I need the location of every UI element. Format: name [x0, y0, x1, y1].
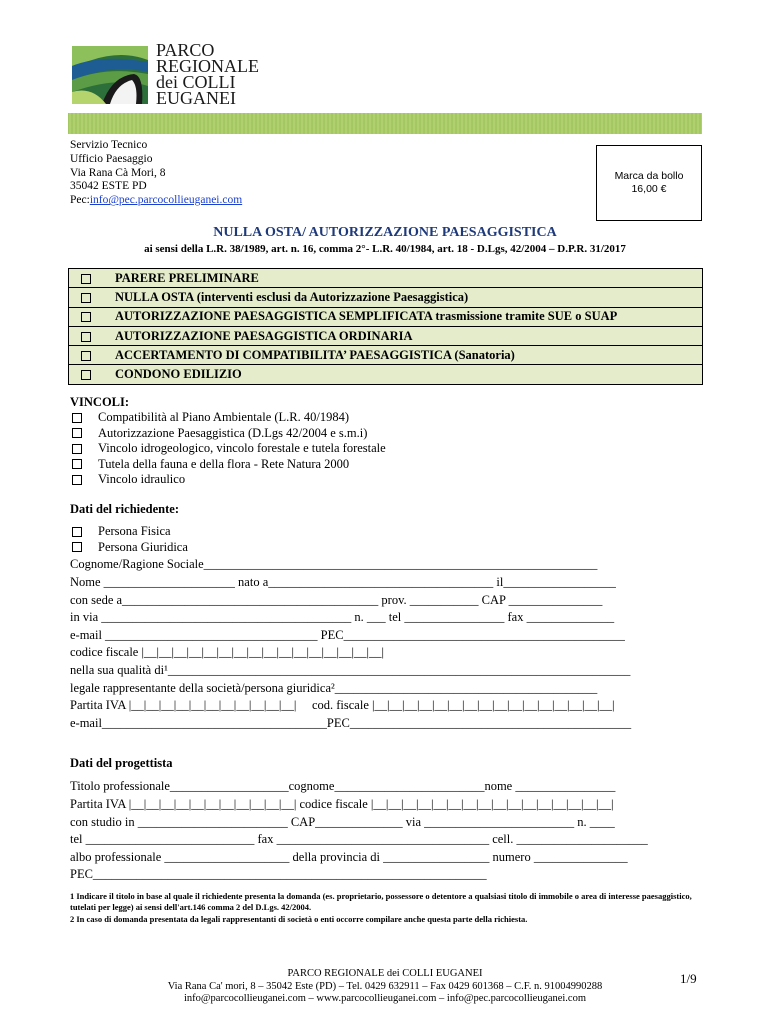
checkbox[interactable] — [72, 459, 82, 469]
checkbox[interactable] — [81, 312, 91, 322]
person-type-options — [70, 524, 188, 555]
checkbox[interactable] — [81, 332, 91, 342]
vincolo-item[interactable] — [70, 410, 386, 426]
footnotes — [70, 891, 700, 925]
stamp-label: Marca da bollo — [614, 170, 684, 182]
request-type-row[interactable] — [69, 269, 702, 288]
logo-line: REGIONALE — [156, 56, 259, 76]
request-type-table — [68, 268, 703, 385]
vincolo-item[interactable] — [70, 472, 386, 488]
checkbox[interactable] — [72, 542, 82, 552]
vincolo-label: Tutela della fauna e della flora - Rete Natura 2000 — [98, 456, 350, 471]
field-line[interactable]: nella sua qualità di¹__________________________________________________________________________ — [70, 663, 631, 677]
office-address — [70, 139, 242, 208]
request-type-label: AUTORIZZAZIONE PAESAGGISTICA ORDINARIA — [115, 328, 413, 343]
request-type-row[interactable] — [69, 288, 702, 307]
field-line[interactable]: Partita IVA |__|__|__|__|__|__|__|__|__|__|__| cod. fiscale |__|__|__|__|__|__|__|__|__|__|__|__|__|__|__|__| — [70, 698, 615, 712]
pec-line — [70, 194, 242, 208]
address-line: Servizio Tecnico — [70, 139, 148, 151]
footnote: 1 Indicare il titolo in base al quale il richiedente presenta la domanda (es. proprietario, possessore o detentore a qualsiasi titolo di immobile o area di interesse paesaggistico, tutelati per legge) ai sensi dell'art.146 comma 2 del D.Lgs. 42/2004. — [70, 891, 692, 912]
logo-line: EUGANEI — [156, 88, 236, 108]
footer-line: PARCO REGIONALE dei COLLI EUGANEI — [287, 968, 483, 979]
checkbox[interactable] — [72, 413, 82, 423]
richiedente-heading — [70, 501, 179, 517]
field-line[interactable]: Titolo professionale___________________cognome________________________nome ________________ — [70, 779, 616, 793]
field-line[interactable]: con studio in ________________________ CAP______________ via ________________________ n. ____ — [70, 815, 615, 829]
progettista-heading: Dati del progettista — [70, 756, 173, 770]
field-line[interactable]: legale rappresentante della società/persona giuridica²__________________________________________ — [70, 681, 598, 695]
field-line[interactable]: e-mail __________________________________ PEC_____________________________________________ — [70, 628, 625, 642]
park-logo-icon — [72, 46, 148, 104]
checkbox[interactable] — [81, 293, 91, 303]
request-type-label: AUTORIZZAZIONE PAESAGGISTICA SEMPLIFICATA trasmissione tramite SUE o SUAP — [115, 309, 618, 324]
section-heading: Dati del richiedente: — [70, 502, 180, 516]
footer-line: info@parcocollieuganei.com – www.parcocollieuganei.com – info@pec.parcocollieuganei.com — [183, 993, 587, 1004]
vincoli-section — [70, 394, 386, 488]
field-line[interactable]: Cognome/Ragione Sociale_______________________________________________________________ — [70, 557, 598, 571]
field-line[interactable]: Nome _____________________ nato a____________________________________ il__________________ — [70, 575, 616, 589]
person-type-label: Persona Giuridica — [98, 539, 188, 554]
form-subtitle: ai sensi della L.R. 38/1989, art. n. 16, comma 2°- L.R. 40/1984, art. 18 - D.Lgs, 42/2004 – D.P.R. 31/2017 — [144, 243, 626, 255]
vincolo-item[interactable] — [70, 457, 386, 473]
field-line[interactable]: in via ________________________________________ n. ___ tel ________________ fax ______________ — [70, 610, 615, 624]
field-line[interactable]: PEC_______________________________________________________________ — [70, 867, 487, 881]
vincoli-heading: VINCOLI: — [70, 395, 130, 409]
vincolo-item[interactable] — [70, 426, 386, 442]
checkbox[interactable] — [81, 370, 91, 380]
field-line[interactable]: e-mail____________________________________PEC_____________________________________________ — [70, 716, 632, 730]
pec-label: Pec: — [70, 194, 90, 207]
logo-line: dei COLLI — [156, 72, 236, 92]
checkbox[interactable] — [72, 428, 82, 438]
checkbox[interactable] — [72, 444, 82, 454]
stamp-amount: 16,00 € — [631, 183, 667, 195]
field-line[interactable]: albo professionale ____________________ della provincia di _________________ numero _______________ — [70, 850, 628, 864]
request-type-label: ACCERTAMENTO DI COMPATIBILITA’ PAESAGGISTICA (Sanatoria) — [115, 347, 515, 362]
request-type-row[interactable] — [69, 365, 702, 383]
vincolo-label: Compatibilità al Piano Ambientale (L.R. 40/1984) — [98, 410, 350, 424]
request-type-label: PARERE PRELIMINARE — [115, 270, 259, 285]
vincolo-label: Autorizzazione Paesaggistica (D.Lgs 42/2004 e s.m.i) — [98, 425, 368, 440]
vincolo-label: Vincolo idraulico — [98, 472, 186, 486]
pec-email-link[interactable]: info@pec.parcocollieuganei.com — [89, 194, 243, 207]
request-type-row[interactable] — [69, 308, 702, 327]
stamp-box — [596, 145, 702, 221]
field-line[interactable]: con sede a_________________________________________ prov. ___________ CAP _______________ — [70, 593, 603, 607]
person-type-item[interactable] — [70, 540, 188, 556]
checkbox[interactable] — [81, 351, 91, 361]
person-type-item[interactable] — [70, 524, 188, 540]
park-logo-text — [156, 42, 259, 106]
checkbox[interactable] — [72, 527, 82, 537]
address-line: Ufficio Paesaggio — [70, 152, 153, 165]
page-number: 1/9 — [680, 971, 697, 986]
form-title: NULLA OSTA/ AUTORIZZAZIONE PAESAGGISTICA — [213, 225, 557, 240]
logo-line: PARCO — [156, 40, 215, 60]
checkbox[interactable] — [72, 475, 82, 485]
address-line: 35042 ESTE PD — [70, 180, 147, 193]
person-type-label: Persona Fisica — [98, 524, 171, 538]
request-type-row[interactable] — [69, 327, 702, 346]
field-line[interactable]: Partita IVA |__|__|__|__|__|__|__|__|__|__|__| codice fiscale |__|__|__|__|__|__|__|__|__|__|__|__|__|__|__|__| — [70, 797, 614, 811]
request-type-label: CONDONO EDILIZIO — [115, 367, 242, 382]
footer-line: Via Rana Ca' mori, 8 – 35042 Este (PD) – Tel. 0429 632911 – Fax 0429 601368 – C.F. n. 91004990288 — [167, 980, 603, 992]
vincolo-item[interactable] — [70, 441, 386, 457]
footnote: 2 In caso di domanda presentata da legali rappresentanti di società o enti occorre compilare anche questa parte della richiesta. — [70, 914, 528, 924]
checkbox[interactable] — [81, 274, 91, 284]
vincolo-label: Vincolo idrogeologico, vincolo forestale e tutela forestale — [98, 441, 386, 455]
request-type-label: NULLA OSTA (interventi esclusi da Autorizzazione Paesaggistica) — [115, 289, 469, 304]
field-line[interactable]: tel ___________________________ fax __________________________________ cell. _____________________ — [70, 832, 648, 846]
request-type-row[interactable] — [69, 346, 702, 365]
field-line[interactable]: codice fiscale |__|__|__|__|__|__|__|__|__|__|__|__|__|__|__|__| — [70, 645, 385, 659]
page-footer — [0, 968, 770, 1006]
header-divider-bar — [68, 113, 702, 134]
address-line: Via Rana Cà Mori, 8 — [70, 166, 166, 179]
